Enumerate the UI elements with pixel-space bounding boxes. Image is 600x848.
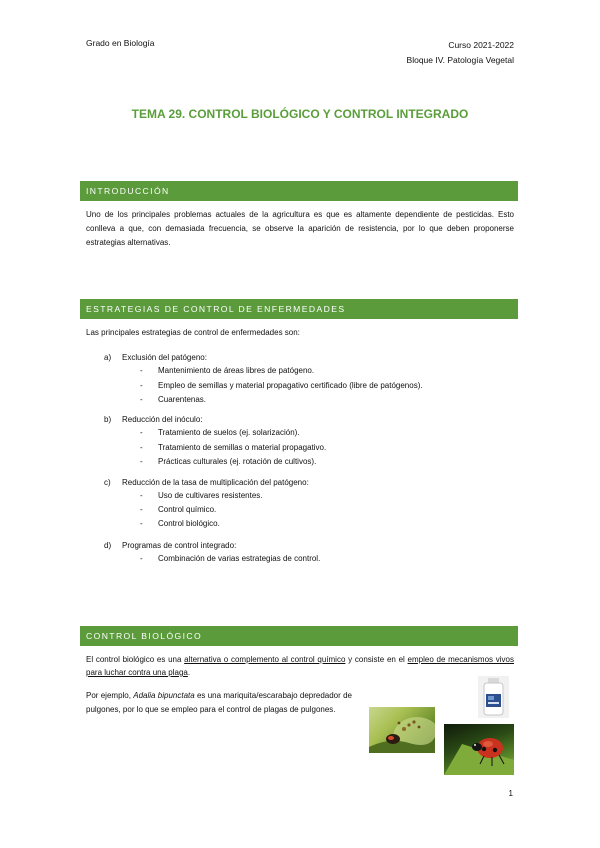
species-name: Adalia bipunctata [133,691,195,700]
header-info [407,38,514,68]
photo-ladybug-adult [444,724,514,775]
strategy-title-b: Reducción del inóculo: [122,415,203,424]
bullet-dash: - [140,395,143,404]
example-paragraph: Por ejemplo, Adalia bipunctata es una mariquita/escarabajo depredador de pulgones, por lo que se empleo para el control de plagas de pulgones. [86,691,352,714]
page-title: TEMA 29. CONTROL BIOLÓGICO Y CONTROL INTEGRADO [131,107,469,121]
strategies-intro: Las principales estrategias de control de enfermedades son: [86,328,300,337]
bullet-dash: - [140,428,143,437]
section-heading-bio [80,626,518,646]
bullet-dash: - [140,366,143,375]
strategy-title-c: Reducción de la tasa de multiplicación del patógeno: [122,478,309,487]
strategy-label-c: c) [104,478,111,487]
page-number: 1 [508,789,513,798]
strategy-label-b: b) [104,415,112,424]
section-heading-bio-label: CONTROL BIOLÓGICO [86,631,203,641]
section-heading-intro [80,181,518,201]
section-heading-strategies-label: ESTRATEGIAS DE CONTROL DE ENFERMEDADES [86,304,346,314]
strategy-title-d: Programas de control integrado: [122,541,237,550]
section-heading-strategies [80,299,518,319]
photo-ladybug-larva [369,707,435,753]
bio-paragraph: El control biológico es una alternativa o complemento al control químico y consiste en el empleo de mecanismos vivos para luchar contra una plaga. [86,655,514,677]
header-course-name: Grado en Biología [86,38,155,48]
bullet-dash: - [140,491,143,500]
intro-paragraph: Uno de los principales problemas actuales de la agricultura es que es altamente dependiente de pesticidas. Esto conlleva a que, con demasiada frecuencia, se observe la aparición de resistencia, por lo que deben proponerse estrategias alternativas. [86,210,514,247]
bullet-dash: - [140,457,143,466]
underlined-phrase: empleo de mecanismos vivos para luchar contra una plaga [86,655,514,677]
bullet-dash: - [140,505,143,514]
section-heading-intro-label: INTRODUCCIÓN [86,186,170,196]
bullet-dash: - [140,519,143,528]
photo-product-container [478,676,509,718]
underlined-phrase: alternativa o complemento al control químico [184,655,346,664]
bullet-dash: - [140,554,143,563]
bullet-dash: - [140,381,143,390]
header-year: Curso 2021-2022 [448,40,514,50]
document-page: Grado en Biología Curso 2021-2022 Bloque IV. Patología Vegetal TEMA 29. CONTROL BIOLÓGICO Y CONTROL INTEGRADO INTRODUCCIÓN Uno de los principales problemas actuales de la agricultura es que es altamente dependiente de pesticidas. Esto conlleva a que, con demasiada frecuencia, se observe la aparición de resistencia, por lo que deben proponerse estrategias alternativas. ESTRATEGIAS DE CONTROL DE ENFERMEDADES Las principales estrategias de control de enfermedades son: a) Exclusión del patógeno: - Mantenimiento de áreas libres de patógeno. - Empleo de semillas y material propagativo certificado (libre de patógenos). - Cuarentenas. b) Reducción del inóculo: - Tratamiento de suelos (ej. solarización). - Tratamiento de semillas o material propagativo. - Prácticas culturales (ej. rotación de cultivos). c) Reducción de la tasa de multiplicación del patógeno: - Uso de cultivares resistentes. - Control químico. - Control biológico. d) Programas de control integrado: - Combinación de varias estrategias de control. CONTROL BIOLÓGICO El control biológico es una alternativa o complemento al control químico y consiste en el empleo de mecanismos vivos para luchar contra una plaga. Por ejemplo, Adalia bipunctata es una mariquita/escarabajo depredador de pulgones, por lo que se empleo para el control de plagas de pulgones. 1 [0,0,600,848]
strategy-label-a: a) [104,353,112,362]
header-block: Bloque IV. Patología Vegetal [406,55,514,65]
strategy-title-a: Exclusión del patógeno: [122,353,207,362]
strategy-label-d: d) [104,541,112,550]
bullet-dash: - [140,443,143,452]
